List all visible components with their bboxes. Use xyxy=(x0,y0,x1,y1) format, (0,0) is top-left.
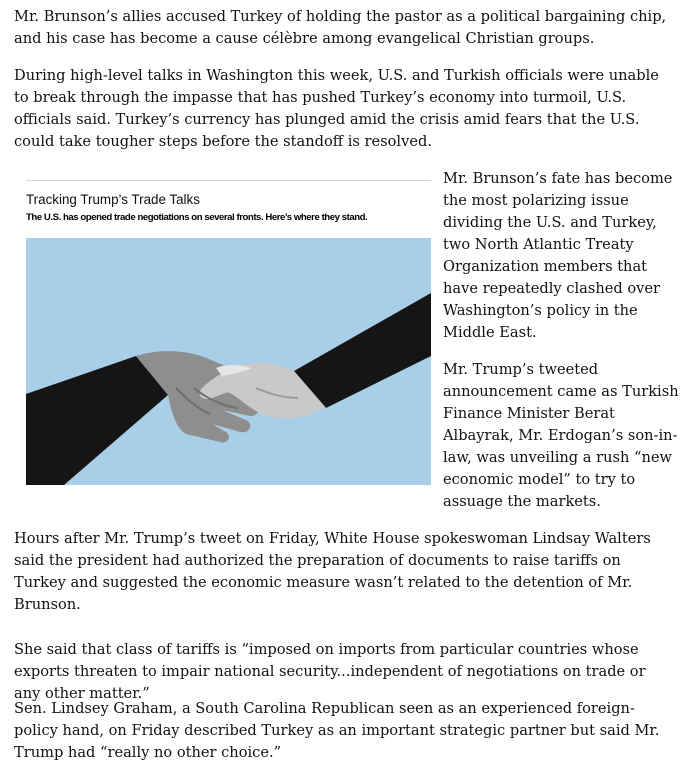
sidebar-paragraph-2: Mr. Trump’s tweeted announcement came as Turkish Finance Minister Berat Albayrak, Mr. Erdogan’s son-in-law, was unveiling a rush “new economic model” to try to assuage the markets. xyxy=(443,361,679,510)
handshake-icon xyxy=(26,238,431,485)
sidebar-paragraph-1: Mr. Brunson’s fate has become the most polarizing issue dividing the U.S. and Turkey, two North Atlantic Treaty Organization members that have repeatedly clashed over Washington’s policy in the Middle East. xyxy=(443,170,673,341)
paragraph-5: Sen. Lindsey Graham, a South Carolina Republican seen as an experienced foreign-policy hand, on Friday described Turkey as an important strategic partner but said Mr. Trump had “really no other choice.” xyxy=(14,700,660,761)
paragraph-2: During high-level talks in Washington this week, U.S. and Turkish officials were unable to break through the impasse that has pushed Turkey’s economy into turmoil, U.S. officials said. Turkey’s currency has plunged amid the crisis amid fears that the U.S. could take tougher steps before the standoff is resolved. xyxy=(14,67,659,150)
paragraph-4: She said that class of tariffs is “imposed on imports from particular countries whose exports threaten to impair national security...independent of negotiations on trade or any other matter.” xyxy=(14,641,646,702)
trade-talks-embed[interactable] xyxy=(26,180,431,485)
handshake-image[interactable] xyxy=(26,238,431,485)
paragraph-1: Mr. Brunson’s allies accused Turkey of holding the pastor as a political bargaining chip, and his case has become a cause célèbre among evangelical Christian groups. xyxy=(14,8,667,47)
paragraph-3: Hours after Mr. Trump’s tweet on Friday, White House spokeswoman Lindsay Walters said the president had authorized the preparation of documents to raise tariffs on Turkey and suggested the economic measure wasn’t related to the detention of Mr. Brunson. xyxy=(14,530,651,613)
embed-divider xyxy=(26,180,431,181)
embed-title: Tracking Trump’s Trade Talks xyxy=(26,192,200,207)
embed-subtitle: The U.S. has opened trade negotiations on several fronts. Here’s where they stand. xyxy=(26,212,368,223)
